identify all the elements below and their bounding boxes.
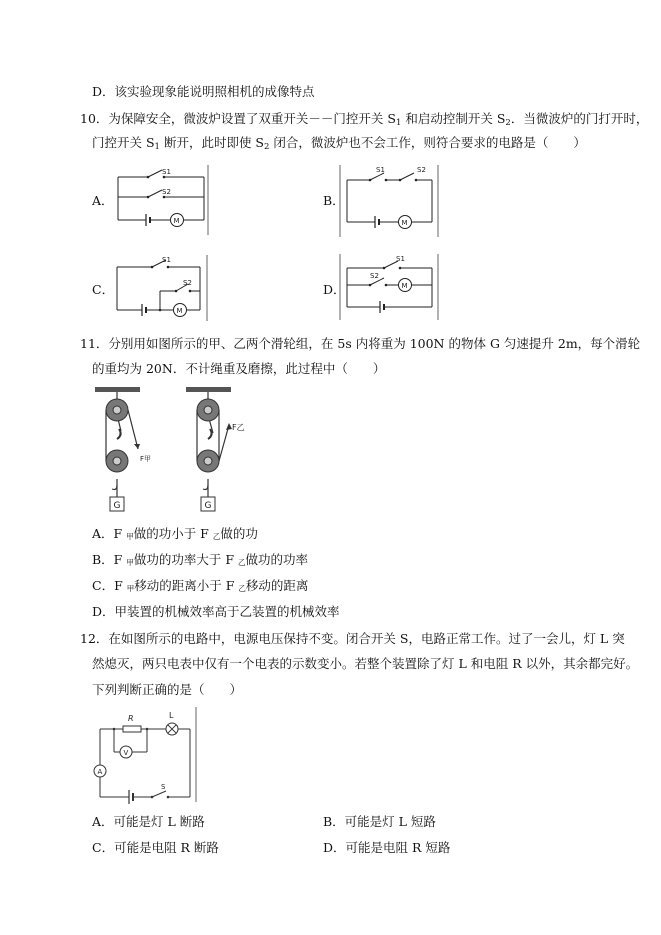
switch-s-label: S — [161, 783, 166, 791]
q11-pulley-figure — [93, 385, 253, 515]
voltmeter-label: V — [123, 749, 129, 757]
q10-circuit-a — [110, 165, 210, 235]
q12-stem-line2: 然熄灭，两只电表中仅有一个电表的示数变小。若整个装置除了灯 L 和电阻 R 以外，其余都完好。 — [92, 656, 639, 671]
motor-label: M — [173, 217, 180, 225]
q10-choice-b-label: B． — [323, 193, 345, 208]
q11-option-c: C．F $_甲$移动的距离小于 F $_乙$移动的距离 — [92, 578, 309, 593]
weight-g-label-yi: G — [204, 501, 212, 511]
motor-label: M — [401, 219, 408, 227]
q12-circuit — [92, 707, 197, 802]
ammeter-label: A — [97, 768, 103, 776]
q10-stem-line1: 10．为保障安全，微波炉设置了双重开关－－门控开关 $S_1$ 和启动控制开关 $S_2$．当微波炉的门打开时， — [80, 111, 649, 128]
force-jia-label: F甲 — [140, 455, 152, 463]
s2-label: S2 — [183, 279, 192, 287]
s2-label: S2 — [417, 166, 426, 174]
motor-label: M — [401, 282, 408, 290]
q12-option-c: C．可能是电阻 R 断路 — [92, 840, 219, 855]
q12-option-a: A．可能是灯 L 断路 — [92, 814, 205, 829]
q10-choice-c-label: C． — [92, 282, 115, 297]
q10-choice-a-label: A． — [92, 193, 114, 208]
resistor-r-label: R — [128, 714, 134, 723]
q11-stem-line1: 11．分别用如图所示的甲、乙两个滑轮组，在 5s 内将重为 100N 的物体 G 匀速提升 2m，每个滑轮 — [80, 336, 641, 351]
s1-label: S1 — [162, 168, 171, 176]
q9-option-d: D．该实验现象能说明照相机的成像特点 — [92, 84, 315, 99]
s1-label: S1 — [396, 255, 405, 263]
weight-g-label-jia: G — [113, 501, 121, 511]
q10-stem-line2: 门控开关 $S_1$ 断开，此时即使 $S_2$ 闭合，微波炉也不会工作，则符合要求的电路是（ ） — [92, 135, 586, 152]
q11-option-a: A．F $_甲$做的功小于 F $_乙$做的功 — [92, 526, 258, 541]
s1-label: S1 — [376, 166, 385, 174]
lamp-l-label: L — [169, 711, 174, 720]
force-yi-label: F乙 — [232, 423, 245, 432]
q11-option-d: D．甲装置的机械效率高于乙装置的机械效率 — [92, 604, 340, 619]
q12-stem-line1: 12．在如图所示的电路中，电源电压保持不变。闭合开关 S，电路正常工作。过了一会儿，灯 L 突 — [80, 631, 625, 646]
q12-stem-line3: 下列判断正确的是（ ） — [92, 682, 243, 697]
q10-circuit-b — [340, 163, 440, 238]
q11-option-b: B．F $_甲$做功的功率大于 F $_乙$做功的功率 — [92, 552, 308, 567]
q10-circuit-d — [340, 252, 440, 322]
q10-choice-d-label: D． — [323, 282, 346, 297]
motor-label: M — [176, 307, 183, 315]
q12-option-d: D．可能是电阻 R 短路 — [323, 840, 451, 855]
s1-label: S1 — [162, 256, 171, 264]
q10-circuit-c — [110, 253, 210, 323]
q12-option-b: B．可能是灯 L 短路 — [323, 814, 436, 829]
s2-label: S2 — [162, 188, 171, 196]
s2-label: S2 — [370, 272, 379, 280]
q11-stem-line2: 的重均为 20N．不计绳重及磨擦，此过程中（ ） — [92, 361, 386, 376]
